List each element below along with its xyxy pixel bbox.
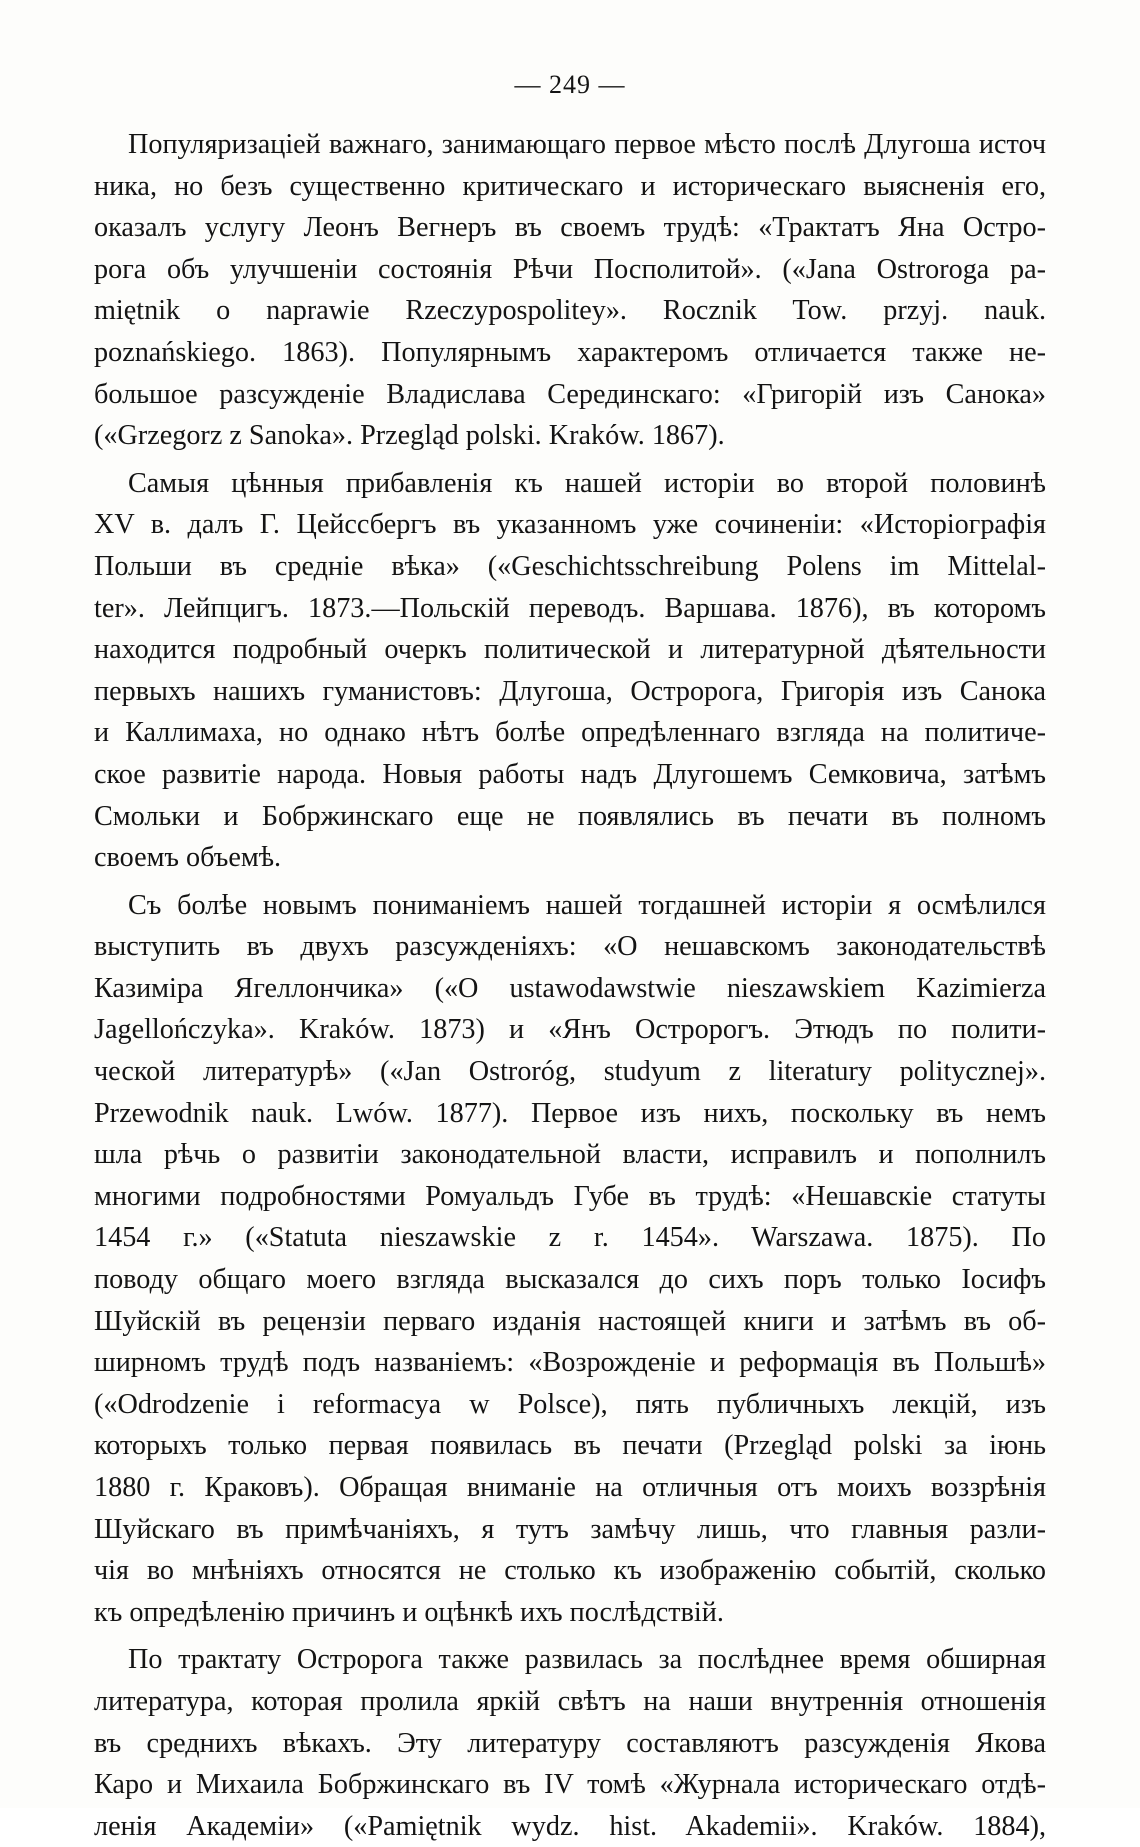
text-line: оказалъ услугу Леонъ Вегнеръ въ своемъ трудѣ: «Трактатъ Яна Остро- xyxy=(94,212,1046,244)
text-line: 1454 г.» («Statuta nieszawskie z r. 1454». Warszawa. 1875). По xyxy=(94,1222,1046,1254)
text-line: Самыя цѣнныя прибавленiя къ нашей исторiи во второй половинѣ xyxy=(128,467,1046,499)
text-line: ter». Лейпцигъ. 1873.—Польскiй переводъ. Варшава. 1876), въ которомъ xyxy=(94,592,1046,624)
text-line: и Каллимаха, но однако нѣтъ болѣе опредѣленнаго взгляда на политиче- xyxy=(94,717,1046,749)
text-line: находится подробный очеркъ политической и литературной дѣятельности xyxy=(94,634,1046,666)
paragraph xyxy=(94,463,1046,879)
text-line: ширномъ трудѣ подъ названiемъ: «Возрожденiе и реформацiя въ Польшѣ» xyxy=(94,1347,1046,1379)
text-line: своемъ объемѣ. xyxy=(94,842,282,874)
text-line: ческой литературѣ» («Jan Ostroróg, studyum z literatury politycznej». xyxy=(94,1056,1046,1088)
text-line: Jagellończyka». Kraków. 1873) и «Янъ Остророгъ. Этюдъ по полити- xyxy=(94,1014,1046,1046)
text-line: Шуйскiй въ рецензiи перваго изданiя настоящей книги и затѣмъ въ об- xyxy=(94,1305,1046,1337)
text-line: ника, но безъ существенно критическаго и историческаго выясненiя его, xyxy=(94,170,1046,202)
page-number: — 249 — xyxy=(514,70,626,99)
text-line: которыхъ только первая появилась въ печати (Przegląd polski за iюнь xyxy=(94,1430,1046,1462)
text-line: Польши въ среднiе вѣка» («Geschichtsschreibung Polens im Mittelal- xyxy=(94,550,1046,582)
text-line: Смольки и Бобржинскаго еще не появлялись въ печати въ полномъ xyxy=(94,800,1046,832)
text-line: Przewodnik nauk. Lwów. 1877). Первое изъ нихъ, поскольку въ немъ xyxy=(94,1097,1046,1129)
text-line: первыхъ нашихъ гуманистовъ: Длугоша, Остророга, Григорiя изъ Санока xyxy=(94,675,1046,707)
text-line: По трактату Остророга также развилась за послѣднее время обширная xyxy=(128,1644,1046,1676)
text-line: («Odrodzenie i reformacya w Polsce), пять публичныхъ лекцiй, изъ xyxy=(94,1388,1046,1420)
text-line: многими подробностями Ромуальдъ Губе въ трудѣ: «Нешавскiе статуты xyxy=(94,1180,1046,1212)
text-line: Съ болѣе новымъ пониманiемъ нашей тогдашней исторiи я осмѣлился xyxy=(128,889,1046,921)
text-line: выступить въ двухъ разсужденiяхъ: «О нешавскомъ законодательствѣ xyxy=(94,931,1046,963)
text-line: miętnik o naprawie Rzeczypospolitey». Rocznik Tow. przyj. nauk. xyxy=(94,295,1046,327)
paragraph xyxy=(94,885,1046,1634)
text-line: рога объ улучшенiи состоянiя Рѣчи Посполитой». («Jana Ostroroga pa- xyxy=(94,253,1046,285)
paragraph xyxy=(94,124,1046,457)
text-line: поводу общаго моего взгляда высказался до сихъ поръ только Iосифъ xyxy=(94,1264,1046,1296)
text-line: шла рѣчь о развитiи законодательной власти, исправилъ и пополнилъ xyxy=(94,1139,1046,1171)
text-line: Популяризацiей важнаго, занимающаго первое мѣсто послѣ Длугоша источ xyxy=(128,129,1046,160)
text-line: въ среднихъ вѣкахъ. Эту литературу составляютъ разсужденiя Якова xyxy=(94,1727,1046,1759)
text-line: литература, которая пролила яркiй свѣтъ на наши внутреннiя отношенiя xyxy=(94,1685,1046,1717)
text-line: poznańskiego. 1863). Популярнымъ характеромъ отличается также не- xyxy=(94,336,1046,368)
paragraph xyxy=(94,1639,1046,1847)
text-line: Каро и Михаила Бобржинскаго въ IV томѣ «Журнала историческаго отдѣ- xyxy=(94,1769,1046,1801)
text-line: 1880 г. Краковъ). Обращая вниманiе на отличныя отъ моихъ воззрѣнiя xyxy=(94,1472,1046,1503)
text-line: ское развитiе народа. Новыя работы надъ Длугошемъ Семковича, затѣмъ xyxy=(94,758,1046,790)
text-line: Шуйскаго въ примѣчанiяхъ, я тутъ замѣчу лишь, что главныя разли- xyxy=(94,1513,1046,1545)
body-text xyxy=(94,124,1046,1847)
text-line: къ опредѣленiю причинъ и оцѣнкѣ ихъ послѣдствiй. xyxy=(94,1596,724,1628)
text-line: ленiя Академiи» («Pamiętnik wydz. hist. Akademii». Kraków. 1884), xyxy=(94,1810,1046,1842)
text-line: большое разсужденiе Владислава Серединскаго: «Григорiй изъ Санока» xyxy=(94,378,1046,410)
text-line: («Grzegorz z Sanoka». Przegląd polski. Kraków. 1867). xyxy=(94,420,725,452)
text-line: XV в. далъ Г. Цейссбергъ въ указанномъ уже сочиненiи: «Исторiографiя xyxy=(94,509,1046,541)
text-line: Казимiра Ягеллончика» («O ustawodawstwie nieszawskiem Kazimierza xyxy=(94,972,1046,1004)
text-line: чiя во мнѣнiяхъ относятся не столько къ изображенiю событiй, сколько xyxy=(94,1555,1046,1587)
